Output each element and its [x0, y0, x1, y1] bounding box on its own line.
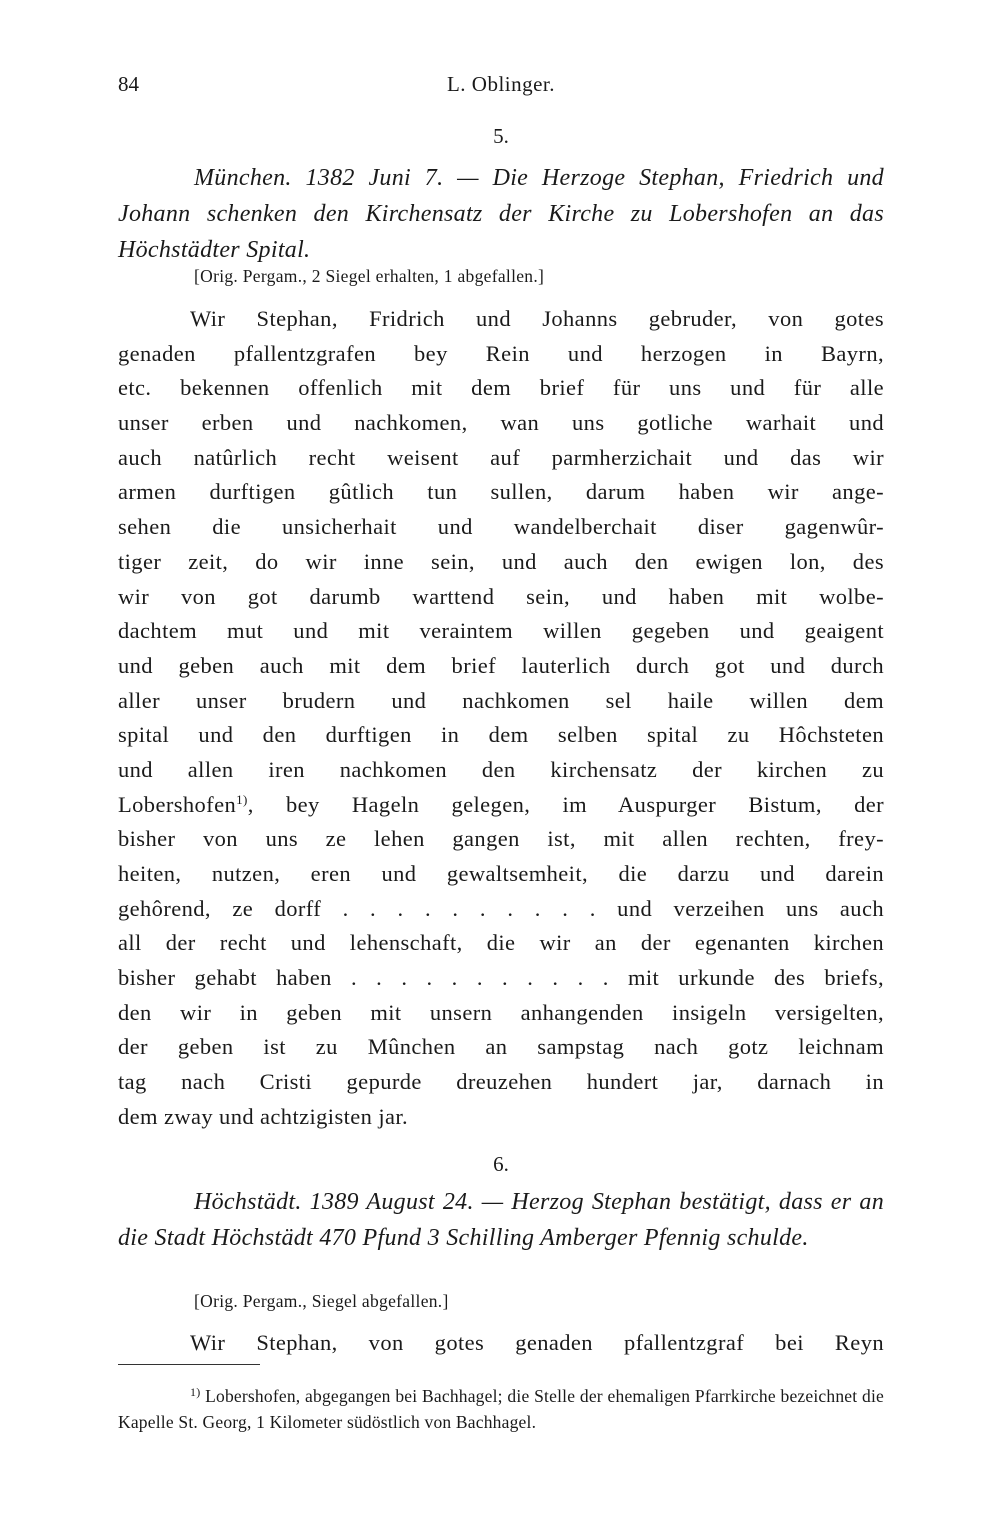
text-line: etc. bekennen offenlich mit dem brief für uns und für alle	[118, 375, 884, 401]
footnote-divider	[118, 1364, 260, 1365]
text-line: wir von got darumb warttend sein, und haben mit wolbe-	[118, 583, 884, 609]
text-line: tiger zeit, do wir inne sein, und auch den ewigen lon, des	[118, 548, 884, 574]
text-line: der geben ist zu Mûnchen an sampstag nach gotz leichnam	[118, 1034, 884, 1060]
document-number: 6.	[493, 1152, 509, 1176]
document-body	[118, 302, 884, 1135]
footnote-reference: 1)	[236, 791, 248, 807]
text-line: sehen die unsicherhait und wandelberchait diser gagenwûr-	[118, 514, 884, 540]
running-head: L. Oblinger.	[446, 72, 556, 96]
text-line: armen durftigen gûtlich tun sullen, darum haben wir ange-	[118, 479, 884, 505]
document-number: 5.	[493, 124, 509, 148]
text-line: heiten, nutzen, eren und gewaltsemheit, die darzu und darein	[118, 861, 884, 886]
page-header	[118, 72, 884, 102]
text-line: und geben auch mit dem brief lauterlich durch got und durch	[118, 652, 884, 678]
footnote	[118, 1383, 884, 1435]
text-line: bisher gehabt haben . . . . . . . . . . . mit urkunde des briefs,	[118, 965, 884, 991]
text-line: und allen iren nachkomen den kirchensatz der kirchen zu	[118, 756, 884, 782]
footnote-marker: 1)	[190, 1385, 201, 1399]
text-line: Wir Stephan, von gotes genaden pfallentzgraf bei Reyn	[190, 1330, 884, 1355]
text-fragment: Lobershofen	[118, 791, 237, 817]
document-title: München. 1382 Juni 7. — Die Herzoge Stephan, Friedrich und Johann schenken den Kirchensatz der Kirche zu Lobershofen an das Höchstädter Spital.	[118, 165, 884, 263]
text-line: dachtem mut und mit veraintem willen gegeben und geaigent	[118, 618, 884, 644]
text-line: spital und den durftigen in dem selben spital zu Hôchsteten	[118, 722, 884, 748]
footnote-text: Lobershofen, abgegangen bei Bachhagel; die Stelle der ehemaligen Pfarrkirche bezeichnet die Kapelle St. Georg, 1 Kilometer südöstlich von Bachhagel.	[118, 1386, 885, 1432]
text-line: auch natûrlich recht weisent auf parmherzichait und das wir	[118, 444, 884, 470]
text-line: genaden pfallentzgrafen bey Rein und herzogen in Bayrn,	[118, 340, 884, 366]
text-line	[118, 788, 884, 823]
text-line: all der recht und lehenschaft, die wir an der egenanten kirchen	[118, 930, 884, 956]
text-line: gehôrend, ze dorff . . . . . . . . . . und verzeihen uns auch	[118, 895, 884, 921]
text-line: unser erben und nachkomen, wan uns gotliche warhait und	[118, 410, 884, 436]
text-line: dem zway und achtzigisten jar.	[118, 1103, 409, 1129]
text-line: aller unser brudern und nachkomen sel haile willen dem	[118, 687, 884, 713]
source-note: [Orig. Pergam., Siegel abgefallen.]	[194, 1291, 449, 1311]
text-line: den wir in geben mit unsern anhangenden insigeln versigelten,	[118, 999, 884, 1025]
text-line: tag nach Cristi gepurde dreuzehen hundert jar, darnach in	[118, 1069, 884, 1095]
page-number: 84	[118, 72, 139, 96]
document-title: Höchstädt. 1389 August 24. — Herzog Stephan bestätigt, dass er an die Stadt Höchstädt 470 Pfund 3 Schilling Amberger Pfennig schulde.	[118, 1189, 884, 1251]
text-fragment: , bey Hageln gelegen, im Auspurger Bistum, der	[247, 791, 884, 817]
text-line: Wir Stephan, Fridrich und Johanns gebruder, von gotes	[190, 306, 884, 331]
document-body	[118, 1326, 884, 1361]
source-note: [Orig. Pergam., 2 Siegel erhalten, 1 abgefallen.]	[194, 266, 545, 286]
text-line: bisher von uns ze lehen gangen ist, mit allen rechten, frey-	[118, 826, 884, 852]
